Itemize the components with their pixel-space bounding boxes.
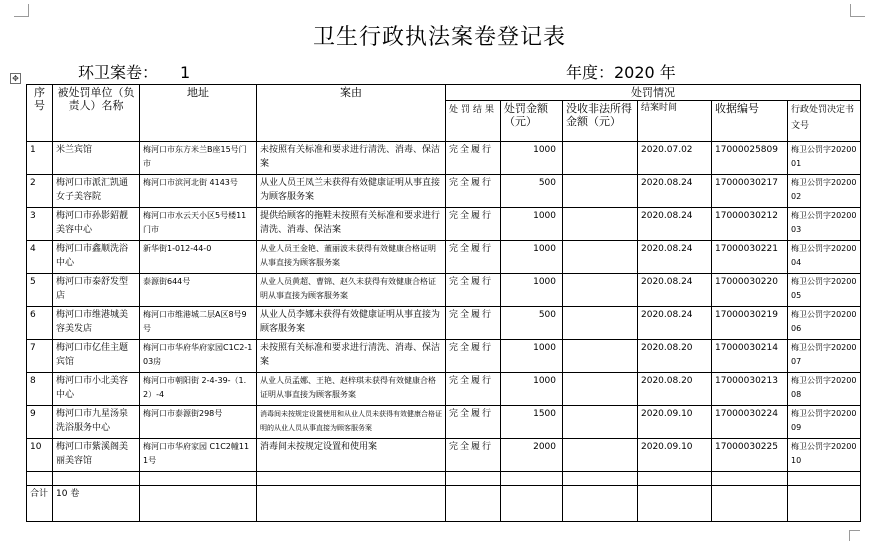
cell-unit: 梅河口市九星汤泉洗浴服务中心 [53,406,140,439]
cell-date: 2020.08.24 [638,274,712,307]
empty-cell [638,486,712,522]
cell-doc: 梅卫公罚字2020009 [788,406,861,439]
cell-unit: 米兰宾馆 [53,142,140,175]
cell-date: 2020.08.20 [638,373,712,406]
cell-cause: 未按照有关标准和要求进行清洗、消毒、保洁案 [257,142,446,175]
table-move-handle-icon[interactable]: ✥ [10,73,21,84]
cell-doc: 梅卫公罚字2020010 [788,439,861,472]
cell-confiscated [563,142,638,175]
cell-result: 完全履行 [446,406,501,439]
header-seq: 序号 [27,85,53,142]
empty-cell [140,472,257,486]
cell-date: 2020.08.24 [638,307,712,340]
empty-cell [140,486,257,522]
cell-date: 2020.08.24 [638,241,712,274]
header-result: 处罚结果 [446,101,501,142]
cell-receipt: 17000030212 [712,208,788,241]
cell-seq: 6 [27,307,53,340]
header-doc-no: 行政处罚决定书文号 [788,101,861,142]
cell-cause: 从业人员王金艳、董丽波未获得有效健康合格证明从事直接为顾客服务案 [257,241,446,274]
total-value: 10 卷 [53,486,140,522]
cell-amount: 500 [501,307,563,340]
cell-receipt: 17000030213 [712,373,788,406]
cell-doc: 梅卫公罚字2020007 [788,340,861,373]
cell-address: 梅河口市东方米兰B座15号门市 [140,142,257,175]
cell-result: 完全履行 [446,241,501,274]
empty-cell [446,472,501,486]
cell-cause: 从业人员孟娜、王艳、赵梓琪未获得有效健康合格证明从事直接为顾客服务案 [257,373,446,406]
empty-cell [638,472,712,486]
cell-receipt: 17000030214 [712,340,788,373]
crop-mark-bottom-right [849,530,860,541]
cell-doc: 梅卫公罚字2020006 [788,307,861,340]
table-row [27,340,861,373]
cell-confiscated [563,340,638,373]
empty-cell [563,486,638,522]
cell-date: 2020.08.20 [638,340,712,373]
table-row [27,241,861,274]
cell-amount: 1000 [501,274,563,307]
volume-label: 环卫案卷： [78,63,159,82]
cell-date: 2020.07.02 [638,142,712,175]
cell-receipt: 17000030224 [712,406,788,439]
cell-date: 2020.08.24 [638,208,712,241]
cell-confiscated [563,406,638,439]
cell-cause: 消毒间未按规定设置和使用案 [257,439,446,472]
year-info: 年度：2020 年 [566,63,676,82]
header-confiscated: 没收非法所得金额（元） [563,101,638,142]
cell-cause: 未按照有关标准和要求进行清洗、消毒、保洁案 [257,340,446,373]
cell-address: 新华街1-012-44-0 [140,241,257,274]
empty-cell [53,472,140,486]
cell-unit: 梅河口市小北美容中心 [53,373,140,406]
table-row [27,373,861,406]
table-row [27,208,861,241]
crop-mark-top-right [850,4,865,17]
table-row [27,274,861,307]
cell-confiscated [563,208,638,241]
empty-cell [501,472,563,486]
cell-receipt: 17000030220 [712,274,788,307]
cell-receipt: 17000030221 [712,241,788,274]
empty-cell [788,472,861,486]
cell-receipt: 17000030225 [712,439,788,472]
header-address: 地址 [140,85,257,142]
volume-number: 1 [180,63,191,82]
cell-doc: 梅卫公罚字2020008 [788,373,861,406]
cell-seq: 3 [27,208,53,241]
cell-receipt: 17000030217 [712,175,788,208]
empty-cell [257,472,446,486]
cell-unit: 梅河口市泰舒发型店 [53,274,140,307]
cell-seq: 4 [27,241,53,274]
empty-cell [788,486,861,522]
empty-cell [446,486,501,522]
total-label: 合计 [27,486,53,522]
cell-seq: 5 [27,274,53,307]
total-row [27,486,861,522]
cell-address: 梅河口市泰源街298号 [140,406,257,439]
cell-unit: 梅河口市孙影鉊靓美容中心 [53,208,140,241]
cell-doc: 梅卫公罚字2020003 [788,208,861,241]
cell-doc: 梅卫公罚字2020005 [788,274,861,307]
cell-seq: 8 [27,373,53,406]
empty-cell [257,486,446,522]
cell-confiscated [563,373,638,406]
cell-amount: 1000 [501,208,563,241]
header-row-1 [27,85,861,101]
cell-date: 2020.09.10 [638,406,712,439]
crop-mark-top-left [14,4,29,17]
cell-cause: 从业人员黄超、曹锦、赵久未获得有效健康合格证明从事直接为顾客服务案 [257,274,446,307]
cell-doc: 梅卫公罚字2020002 [788,175,861,208]
cell-cause: 从业人员李娜未获得有效健康证明从事直接为顾客服务案 [257,307,446,340]
table-row [27,142,861,175]
empty-cell [501,486,563,522]
cell-amount: 1000 [501,142,563,175]
table-row [27,175,861,208]
cell-receipt: 17000030219 [712,307,788,340]
cell-seq: 1 [27,142,53,175]
cell-result: 完全履行 [446,307,501,340]
volume-info [78,60,190,83]
cell-amount: 1000 [501,241,563,274]
cell-unit: 梅河口市派汇凯通女子美容院 [53,175,140,208]
cell-address: 梅河口市滨河北街 4143号 [140,175,257,208]
cell-result: 完全履行 [446,439,501,472]
empty-cell [712,486,788,522]
header-amount: 处罚金额（元） [501,101,563,142]
cell-seq: 10 [27,439,53,472]
cell-seq: 9 [27,406,53,439]
document-title: 卫生行政执法案卷登记表 [312,25,566,50]
cell-result: 完全履行 [446,274,501,307]
cell-address: 梅河口市华府家园 C1C2幢111号 [140,439,257,472]
cell-unit: 梅河口市亿佳主题宾馆 [53,340,140,373]
cell-cause: 从业人员王凤兰未获得有效健康证明从事直接为顾客服务案 [257,175,446,208]
table-row [27,406,861,439]
cell-result: 完全履行 [446,142,501,175]
cell-receipt: 17000025809 [712,142,788,175]
cell-cause: 提供给顾客的拖鞋未按照有关标准和要求进行清洗、消毒、保洁案 [257,208,446,241]
cell-confiscated [563,307,638,340]
cell-amount: 1000 [501,340,563,373]
header-unit: 被处罚单位（负责人）名称 [53,85,140,142]
empty-cell [27,472,53,486]
cell-result: 完全履行 [446,175,501,208]
cell-amount: 1500 [501,406,563,439]
cell-amount: 500 [501,175,563,208]
cell-amount: 2000 [501,439,563,472]
cell-doc: 梅卫公罚字2020001 [788,142,861,175]
cell-confiscated [563,175,638,208]
header-closing-date: 结案时间 [638,101,712,142]
header-penalty-group: 处罚情况 [446,85,861,101]
cell-address: 泰源街644号 [140,274,257,307]
cell-result: 完全履行 [446,340,501,373]
cell-date: 2020.08.24 [638,175,712,208]
cell-seq: 2 [27,175,53,208]
cell-unit: 梅河口市紫溪阁美丽美容馆 [53,439,140,472]
cell-cause: 消毒间未按规定设置使用和从业人员未获得有效健康合格证明的从业人员从事直接为顾客服务案 [257,406,446,439]
cell-amount: 1000 [501,373,563,406]
cell-address: 梅河口市朝阳街 2-4-39-（1.2）-4 [140,373,257,406]
cell-confiscated [563,241,638,274]
cell-doc: 梅卫公罚字2020004 [788,241,861,274]
cell-result: 完全履行 [446,373,501,406]
cell-address: 梅河口市水云天小区5号楼11门市 [140,208,257,241]
cell-result: 完全履行 [446,208,501,241]
header-receipt: 收据编号 [712,101,788,142]
empty-cell [712,472,788,486]
cell-unit: 梅河口市鑫顺洗浴中心 [53,241,140,274]
empty-cell [563,472,638,486]
table-row-empty [27,472,861,486]
cell-confiscated [563,439,638,472]
table-row [27,307,861,340]
header-cause: 案由 [257,85,446,142]
cell-unit: 梅河口市维港城美容美发店 [53,307,140,340]
table-row [27,439,861,472]
cell-address: 梅河口市华府华府家园C1C2-103房 [140,340,257,373]
register-table [26,84,861,522]
cell-address: 梅河口市维港城二层A区8号9号 [140,307,257,340]
cell-date: 2020.09.10 [638,439,712,472]
cell-confiscated [563,274,638,307]
cell-seq: 7 [27,340,53,373]
